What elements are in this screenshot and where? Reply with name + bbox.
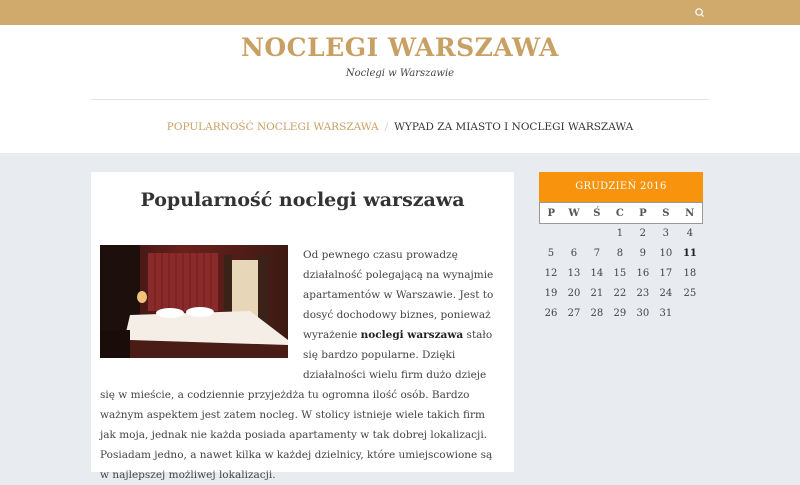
post-title[interactable]: Popularność noclegi warszawa bbox=[140, 189, 465, 211]
calendar-day: 16 bbox=[636, 268, 650, 279]
calendar-day: 12 bbox=[544, 268, 558, 279]
calendar-day: 24 bbox=[659, 288, 673, 299]
calendar-empty-cell bbox=[585, 224, 608, 244]
calendar-day: 21 bbox=[590, 288, 604, 299]
calendar-day: 20 bbox=[567, 288, 581, 299]
calendar-day: 11 bbox=[682, 248, 697, 259]
calendar-day: 2 bbox=[639, 228, 647, 240]
calendar-widget bbox=[539, 172, 703, 324]
site-header bbox=[0, 25, 800, 153]
calendar-day: 30 bbox=[636, 308, 650, 319]
calendar-day: 14 bbox=[590, 268, 604, 279]
calendar-day: 13 bbox=[567, 268, 581, 279]
weekday-label: Ś bbox=[585, 203, 608, 224]
calendar-week-row bbox=[540, 244, 703, 264]
site-tagline: Noclegi w Warszawie bbox=[345, 68, 455, 79]
calendar-day: 4 bbox=[686, 228, 694, 240]
calendar-week-row bbox=[540, 224, 703, 244]
image-spacer bbox=[100, 245, 303, 370]
calendar-day: 6 bbox=[570, 248, 578, 259]
weekday-label: S bbox=[654, 203, 677, 224]
calendar-day: 26 bbox=[544, 308, 558, 319]
calendar-day: 7 bbox=[593, 248, 601, 259]
calendar-day: 23 bbox=[636, 288, 650, 299]
calendar-day: 15 bbox=[613, 268, 627, 279]
calendar-week-row bbox=[540, 304, 703, 324]
calendar-day: 28 bbox=[590, 308, 604, 319]
weekday-label: W bbox=[562, 203, 585, 224]
post-keyword: noclegi warszawa bbox=[360, 329, 464, 341]
header-divider bbox=[91, 99, 709, 100]
post-body bbox=[100, 245, 502, 485]
calendar-day: 9 bbox=[639, 248, 647, 259]
calendar-day: 3 bbox=[662, 228, 670, 240]
calendar-empty-cell bbox=[562, 224, 585, 244]
calendar-table bbox=[539, 202, 703, 324]
weekday-label: N bbox=[677, 203, 702, 224]
calendar-day: 19 bbox=[544, 288, 558, 299]
nav-item-popularnosc[interactable]: POPULARNOŚĆ NOCLEGI WARSZAWA bbox=[166, 121, 379, 133]
top-bar bbox=[0, 0, 800, 25]
site-title[interactable]: NOCLEGI WARSZAWA bbox=[241, 33, 559, 62]
calendar-empty-cell bbox=[677, 304, 702, 324]
calendar-day: 5 bbox=[547, 248, 555, 259]
search-icon[interactable] bbox=[693, 6, 707, 20]
calendar-day: 27 bbox=[567, 308, 581, 319]
calendar-empty-cell bbox=[540, 224, 563, 244]
calendar-day: 25 bbox=[683, 288, 697, 299]
calendar-day: 29 bbox=[613, 308, 627, 319]
calendar-day: 1 bbox=[616, 228, 624, 240]
calendar-week-row bbox=[540, 264, 703, 284]
calendar-day: 17 bbox=[659, 268, 673, 279]
calendar-weekday-row bbox=[540, 203, 703, 224]
weekday-label: P bbox=[631, 203, 654, 224]
nav-item-wypad[interactable]: WYPAD ZA MIASTO I NOCLEGI WARSZAWA bbox=[394, 121, 634, 133]
calendar-day: 8 bbox=[616, 248, 624, 259]
calendar-week-row bbox=[540, 284, 703, 304]
calendar-day: 31 bbox=[659, 308, 673, 319]
main-navigation bbox=[0, 121, 800, 133]
calendar-caption: GRUDZIEŃ 2016 bbox=[539, 172, 703, 202]
calendar-day: 22 bbox=[613, 288, 627, 299]
post-text-intro: Od pewnego czasu prowadzę działalność polegającą na wynajmie apartamentów w Warszawie. Jest to dosyć dochodowy biznes, ponieważ wyrażenie bbox=[303, 249, 494, 341]
nav-separator: / bbox=[384, 121, 389, 133]
weekday-label: P bbox=[540, 203, 563, 224]
calendar-day: 18 bbox=[683, 268, 697, 279]
post-article bbox=[91, 172, 514, 481]
weekday-label: C bbox=[608, 203, 631, 224]
calendar-day: 10 bbox=[659, 248, 673, 259]
post-text-rest: stało się bardzo popularne. Dzięki działalności wielu firm dużo dzieje się w mieście, a codziennie przyjeżdża tu ogromna ilość osób. Bardzo ważnym aspektem jest zatem nocleg. W stolicy istnieje wiele takich firm jak moja, jednak nie każda posiada apartamenty w tak dobrej lokalizacji. Posiadam jedno, a nawet kilka w każdej dzielnicy, które umiejscowione są w najlepszej możliwej lokalizacji. bbox=[100, 329, 493, 481]
